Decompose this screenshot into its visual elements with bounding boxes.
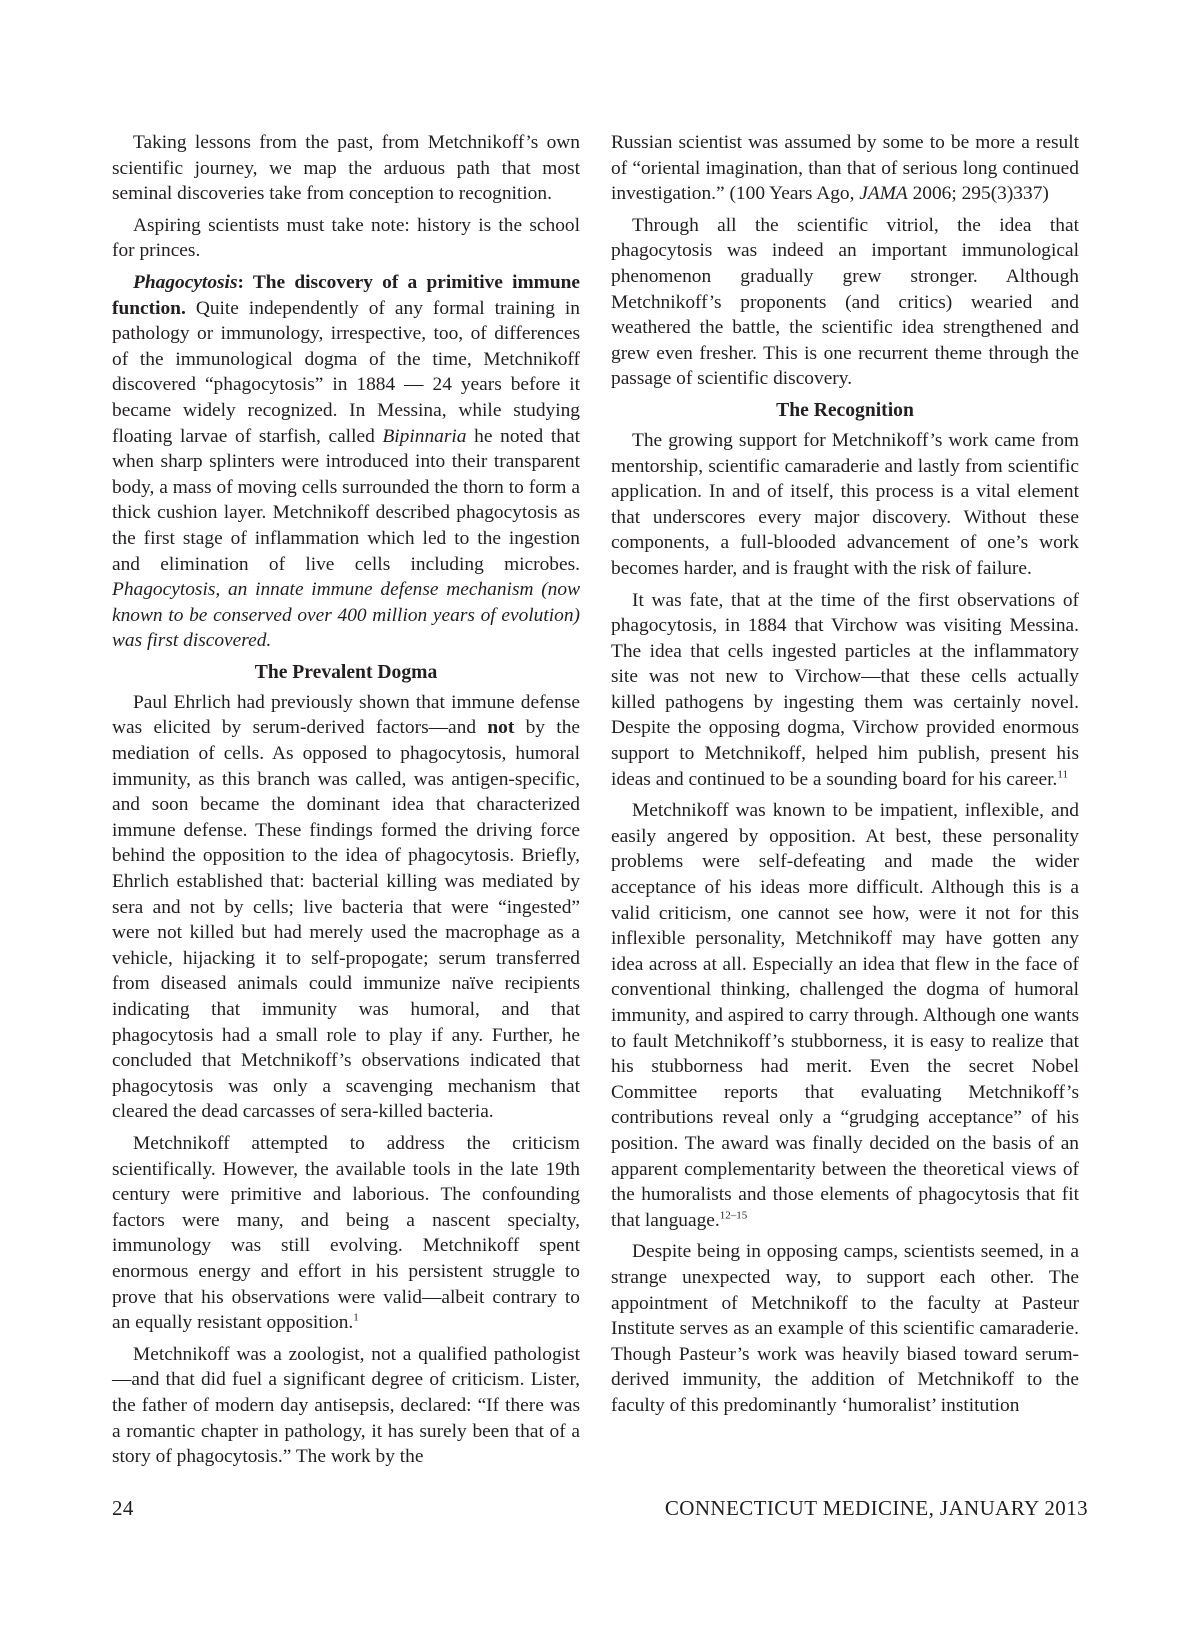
paragraph (611, 798, 1079, 1233)
paragraph: The growing support for Metchnikoff’s work came from mentorship, scientific camaraderie and lastly from scientific application. In and of itself, this process is a vital element that underscores every major discovery. Without these components, a full-blooded advancement of one’s work becomes harder, and is fraught with the risk of failure. (611, 429, 1079, 579)
paragraph-text: he noted that when sharp splinters were introduced into their transparent body, a mass of moving cells surrounded the thorn to form a thick cushion layer. Metchnikoff described phagocytosis as the first stage of inflammation which led to the ingestion and elimination of live cells including microbes. (112, 425, 580, 575)
run-in-heading-bold: : The discovery of a primitive immune function. (112, 271, 580, 319)
journal-footer: CONNECTICUT MEDICINE, JANUARY 2013 (664, 1496, 1088, 1520)
paragraph-text: Metchnikoff attempted to address the criticism scientifically. However, the available tools in the late 19th century were primitive and laborious. The confounding factors were many, and being a nascent specialty, immunology was still evolving. Metchnikoff spent enormous energy and effort in his persistent struggle to prove that his observations were valid—albeit contrary to an equally resistant opposition. (112, 1132, 580, 1334)
paragraph: Metchnikoff was a zoologist, not a qualified pathologist—and that did fuel a significant degree of criticism. Lister, the father of modern day antisepsis, declared: “If there was a romantic chapter in pathology, it has surely been that of a story of phagocytosis.” The work by the (112, 1343, 580, 1468)
page-number: 24 (112, 1496, 134, 1520)
paragraph-text: It was fate, that at the time of the first observations of phagocytosis, in 1884 that Virchow was visiting Messina. The idea that cells ingested particles at the inflammatory site was not new to Virchow—that these cells actually killed pathogens by ingesting them was certainly novel. Despite the opposing dogma, Virchow provided enormous support to Metchnikoff, helped him publish, present his ideas and continued to be a sounding board for his career. (611, 589, 1079, 790)
paragraph (112, 270, 580, 654)
left-column (112, 130, 580, 1476)
paragraph (112, 1131, 580, 1336)
journal-name: JAMA (859, 183, 908, 205)
right-column (611, 130, 1079, 1425)
reference-marker: 12–15 (719, 1209, 748, 1222)
paragraph (611, 588, 1079, 793)
section-heading: The Prevalent Dogma (254, 661, 438, 683)
paragraph-text: Russian scientist was assumed by some to be more a result of “oriental imagination, than that of serious long continued investigation.” (100 Years Ago, (611, 132, 1079, 205)
paragraph-text: 2006; 295(3)337) (907, 183, 1049, 205)
paragraph: Through all the scientific vitriol, the idea that phagocytosis was indeed an important immunological phenomenon gradually grew stronger. Although Metchnikoff’s proponents (and critics) wearied and weathered the battle, the scientific idea strengthened and grew even fresher. This is one recurrent theme through the passage of scientific discovery. (611, 214, 1079, 390)
paragraph: Taking lessons from the past, from Metchnikoff’s own scientific journey, we map the arduous path that most seminal discoveries take from conception to recognition. (112, 132, 580, 205)
reference-marker: 11 (1057, 768, 1068, 781)
section-heading: The Recognition (776, 399, 914, 421)
paragraph-text: Metchnikoff was known to be impatient, inflexible, and easily angered by opposition. At best, these personality problems were self-defeating and made the wider acceptance of his ideas more difficult. Although this is a valid criticism, one cannot see how, were it not for this inflexible personality, Metchnikoff may have gotten any idea across at all. Especially an idea that flew in the face of conventional thinking, challenged the dogma of humoral immunity, and aspired to carry through. Although one wants to fault Metchnikoff’s stubborness, it is easy to realize that his stubborness had merit. Even the secret Nobel Committee reports that evaluating Metchnikoff’s contributions reveal only a “grudging acceptance” of his position. The award was finally decided on the basis of an apparent complementarity between the theoretical views of the humoralists and those elements of phagocytosis that fit that language. (611, 800, 1079, 1231)
paragraph-text: by the mediation of cells. As opposed to phagocytosis, humoral immunity, as this branch was called, was antigen-specific, and soon became the dominant idea that characterized immune defense. These findings formed the driving force behind the opposition to the idea of phagocytosis. Briefly, Ehrlich established that: bacterial killing was mediated by sera and not by cells; live bacteria that were “ingested” were not killed but had merely used the macrophage as a vehicle, hijacking it to self-propogate; serum transferred from diseased animals could immunize naïve recipients indicating that immunity was humoral, and that phagocytosis had a small role to play if any. Further, he concluded that Metchnikoff’s observations indicated that phagocytosis was only a scavenging mechanism that cleared the dead carcasses of sera-killed bacteria. (112, 717, 580, 1123)
paragraph-text: Quite independently of any formal training in pathology or immunology, irrespective, too, of differences of the immunological dogma of the time, Metchnikoff discovered “phagocytosis” in 1884 — 24 years before it became widely recognized. In Messina, while studying floating larvae of starfish, called (112, 297, 580, 447)
paragraph (112, 690, 580, 1125)
paragraph: Despite being in opposing camps, scientists seemed, in a strange unexpected way, to support each other. The appointment of Metchnikoff to the faculty at Pasteur Institute serves as an example of this scientific camaraderie. Though Pasteur’s work was heavily biased toward serum-derived immunity, the addition of Metchnikoff to the faculty of this predominantly ‘humoralist’ institution (611, 1241, 1079, 1416)
reference-marker: 1 (353, 1311, 359, 1324)
paragraph: Aspiring scientists must take note: history is the school for princes. (112, 214, 580, 262)
species-name: Bipinnaria (382, 425, 467, 447)
paragraph-text: Paul Ehrlich had previously shown that immune defense was elicited by serum-derived factors—and (112, 691, 580, 739)
paragraph-continued (611, 130, 1079, 207)
italic-statement: Phagocytosis, an innate immune defense mechanism (now known to be conserved over 400 million years of evolution) was first discovered. (112, 579, 580, 652)
run-in-heading-italic: Phagocytosis (133, 271, 238, 293)
emphasis-not: not (487, 717, 515, 739)
